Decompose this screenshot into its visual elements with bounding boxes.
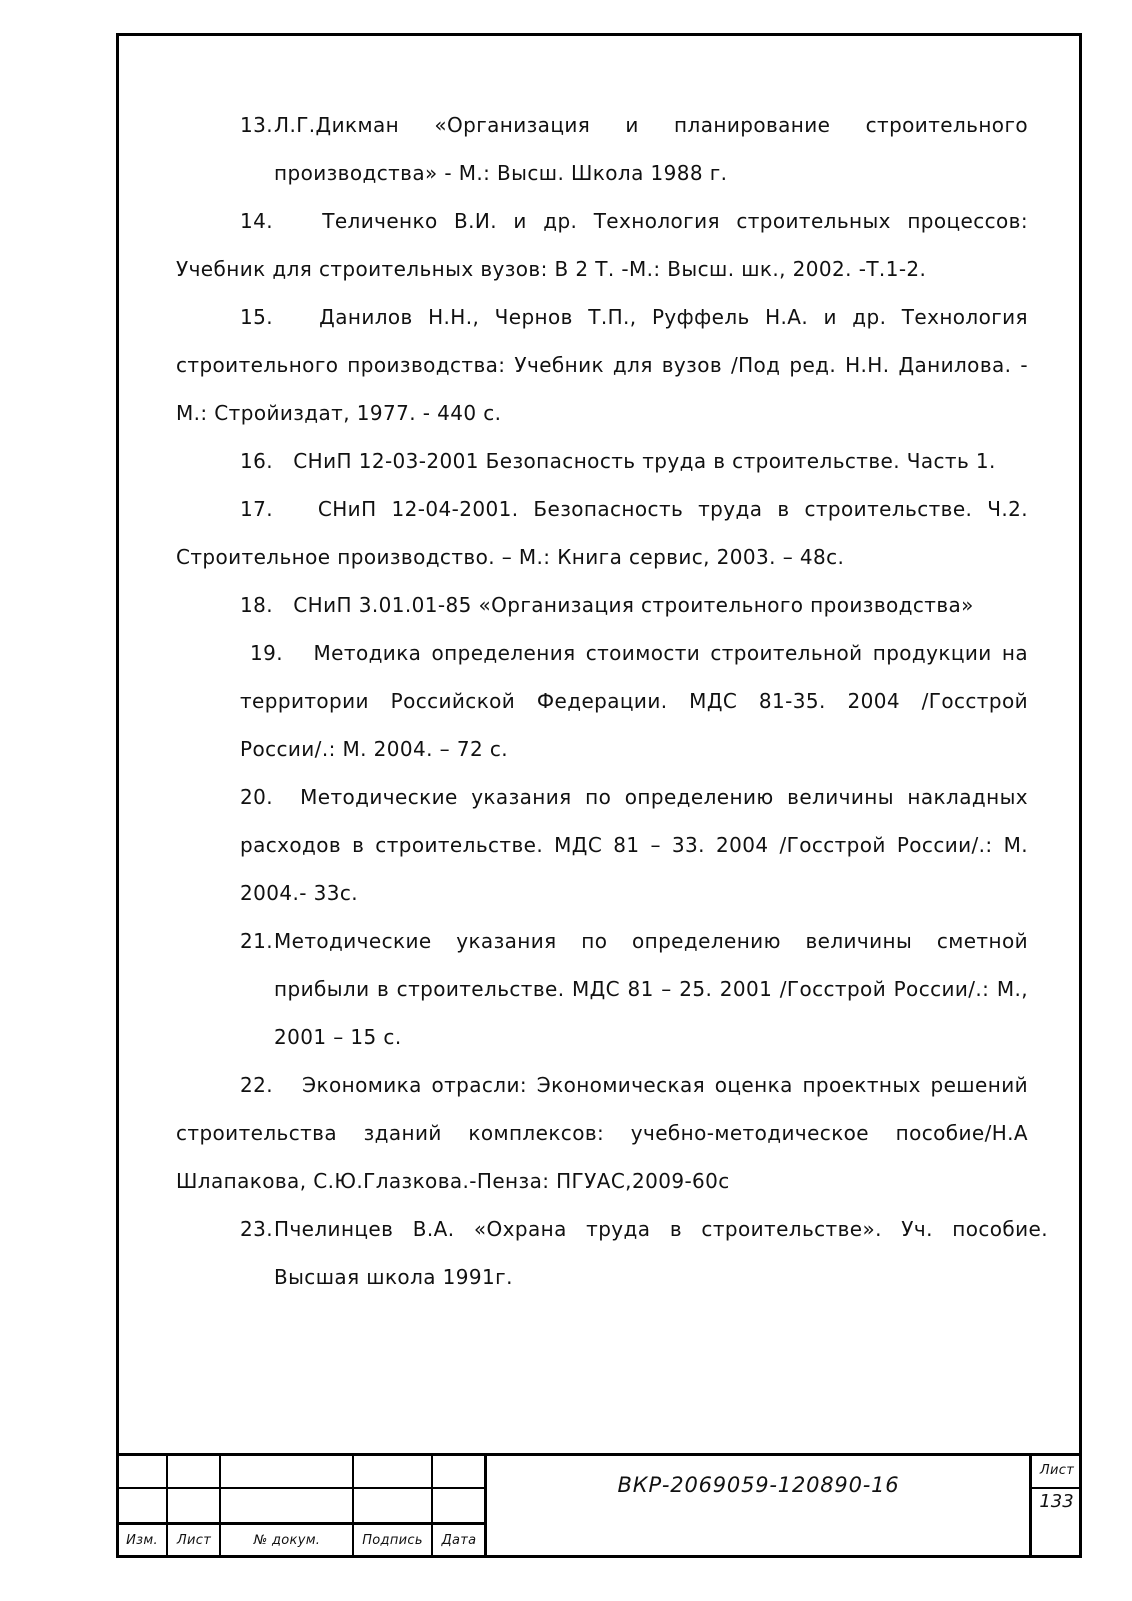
sheet-number: 133 xyxy=(1039,1491,1074,1512)
document-code: ВКР-2069059-120890-16 xyxy=(617,1473,900,1497)
reference-number: 21. xyxy=(240,929,274,953)
reference-number: 17. xyxy=(240,497,274,521)
reference-item-13 xyxy=(240,101,1028,197)
reference-text: Методика определения стоимости строительной продукции на территории Российской Федерации. МДС 81-35. 2004 /Госстрой России/.: М. 2004. – 72 с. xyxy=(240,641,1028,761)
sheet-label: Лист xyxy=(1039,1463,1075,1478)
reference-item-19 xyxy=(240,629,1028,773)
reference-number: 22. xyxy=(240,1073,274,1097)
col-list-label: Лист xyxy=(176,1533,212,1548)
reference-text: Л.Г.Дикман «Организация и планирование строительного производства» - М.: Высш. Школа 1988 г. xyxy=(274,113,1028,185)
reference-item-23 xyxy=(240,1205,1048,1301)
reference-text: Методические указания по определению величины накладных расходов в строительстве. МДС 81 – 33. 2004 /Госстрой России/.: М. 2004.- 33с. xyxy=(240,785,1028,905)
reference-text: Теличенко В.И. и др. Технология строительных процессов: Учебник для строительных вузов: В 2 Т. -М.: Высш. шк., 2002. -Т.1-2. xyxy=(176,209,1028,281)
reference-number: 15. xyxy=(240,305,274,329)
reference-number: 18. xyxy=(240,593,274,617)
col-date-label: Дата xyxy=(441,1533,477,1548)
reference-number: 20. xyxy=(240,785,274,809)
reference-text: Пчелинцев В.А. «Охрана труда в строительстве». Уч. пособие. Высшая школа 1991г. xyxy=(274,1217,1048,1289)
reference-number: 16. xyxy=(240,449,274,473)
reference-item-17 xyxy=(176,485,1028,581)
reference-number: 14. xyxy=(240,209,274,233)
reference-text: СНиП 12-03-2001 Безопасность труда в строительстве. Часть 1. xyxy=(293,449,996,473)
reference-item-20 xyxy=(240,773,1028,917)
reference-text: Данилов Н.Н., Чернов Т.П., Руффель Н.А. и др. Технология строительного производства: Учебник для вузов /Под ред. Н.Н. Данилова. - М.: Стройиздат, 1977. - 440 с. xyxy=(176,305,1028,425)
reference-item-22 xyxy=(176,1061,1028,1205)
col-izm-label: Изм. xyxy=(126,1533,158,1548)
reference-item-16 xyxy=(176,437,1028,485)
reference-number: 23. xyxy=(240,1217,274,1241)
reference-item-15 xyxy=(176,293,1028,437)
reference-item-14 xyxy=(176,197,1028,293)
reference-item-18 xyxy=(176,581,1028,629)
col-sign-label: Подпись xyxy=(362,1533,423,1548)
reference-number: 19. xyxy=(250,641,284,665)
references-list xyxy=(176,101,1048,1301)
reference-text: Экономика отрасли: Экономическая оценка проектных решений строительства зданий комплексов: учебно-методическое пособие/Н.А Шлапакова, С.Ю.Глазкова.-Пенза: ПГУАС,2009-60с xyxy=(176,1073,1028,1193)
reference-item-21 xyxy=(240,917,1028,1061)
reference-text: СНиП 3.01.01-85 «Организация строительного производства» xyxy=(293,593,974,617)
reference-text: СНиП 12-04-2001. Безопасность труда в строительстве. Ч.2. Строительное производство. – М.: Книга сервис, 2003. – 48с. xyxy=(176,497,1028,569)
reference-text: Методические указания по определению величины сметной прибыли в строительстве. МДС 81 – 25. 2001 /Госстрой России/.: М., 2001 – 15 с. xyxy=(274,929,1028,1049)
reference-number: 13. xyxy=(240,113,274,137)
col-doc-label: № докум. xyxy=(253,1533,321,1548)
title-block xyxy=(116,1453,1082,1558)
